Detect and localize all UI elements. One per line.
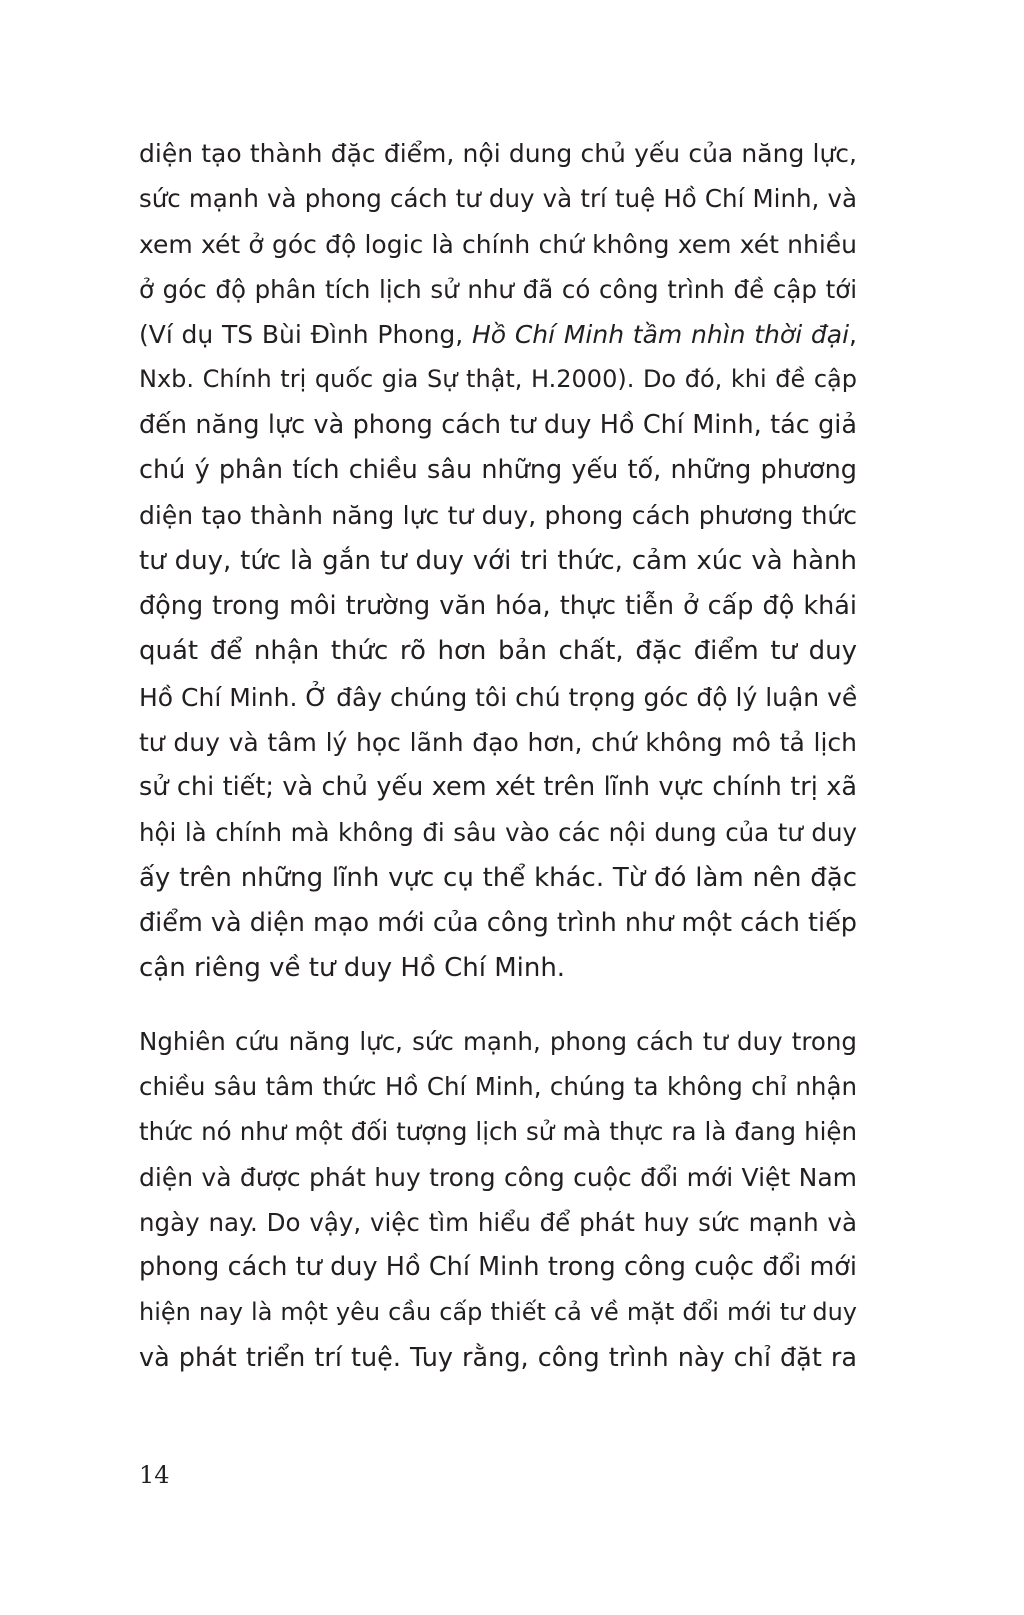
text-line: ấy trên những lĩnh vực cụ thể khác. Từ đó làm nên đặc	[139, 862, 857, 893]
paragraph-1	[139, 131, 857, 992]
text-line: thức nó như một đối tượng lịch sử mà thực ra là đang hiện	[139, 1117, 857, 1147]
body-text	[139, 131, 857, 1381]
text-line: ở góc độ phân tích lịch sử như đã có công trình đề cập tới	[139, 274, 857, 304]
citation-suffix: ,	[849, 320, 857, 350]
text-line: tư duy, tức là gắn tư duy với tri thức, cảm xúc và hành	[139, 545, 857, 576]
text-line: tư duy và tâm lý học lãnh đạo hơn, chứ không mô tả lịch	[139, 727, 857, 757]
text-line: chiều sâu tâm thức Hồ Chí Minh, chúng ta không chỉ nhận	[139, 1071, 857, 1101]
paragraph-spacer	[139, 992, 857, 1019]
text-line: sử chi tiết; và chủ yếu xem xét trên lĩnh vực chính trị xã	[139, 772, 857, 803]
text-line: sức mạnh và phong cách tư duy và trí tuệ Hồ Chí Minh, và	[139, 184, 857, 214]
text-line: hiện nay là một yêu cầu cấp thiết cả về mặt đổi mới tư duy	[139, 1298, 857, 1327]
text-line: động trong môi trường văn hóa, thực tiễn ở cấp độ khái	[139, 590, 857, 621]
text-line: diện tạo thành năng lực tư duy, phong cách phương thức	[139, 501, 857, 531]
text-line-with-citation	[139, 312, 857, 357]
text-line: điểm và diện mạo mới của công trình như một cách tiếp	[139, 908, 857, 939]
text-line: xem xét ở góc độ logic là chính chứ không xem xét nhiều	[139, 229, 857, 259]
text-line: chú ý phân tích chiều sâu những yếu tố, những phương	[139, 455, 857, 486]
text-line: đến năng lực và phong cách tư duy Hồ Chí Minh, tác giả	[139, 409, 857, 440]
page-number: 14	[139, 1461, 170, 1489]
text-line: diện tạo thành đặc điểm, nội dung chủ yếu của năng lực,	[139, 139, 857, 168]
text-line: cận riêng về tư duy Hồ Chí Minh.	[139, 953, 566, 984]
text-line: Nxb. Chính trị quốc gia Sự thật, H.2000). Do đó, khi đề cập	[139, 365, 857, 394]
text-line: Nghiên cứu năng lực, sức mạnh, phong cách tư duy trong	[139, 1026, 857, 1056]
text-line: và phát triển trí tuệ. Tuy rằng, công trình này chỉ đặt ra	[139, 1342, 857, 1373]
cited-book-title: Hồ Chí Minh tầm nhìn thời đại	[472, 320, 850, 350]
paragraph-2	[139, 1019, 857, 1381]
text-line: hội là chính mà không đi sâu vào các nội dung của tư duy	[139, 818, 857, 848]
text-line: phong cách tư duy Hồ Chí Minh trong công cuộc đổi mới	[139, 1252, 857, 1283]
text-line: diện và được phát huy trong công cuộc đổi mới Việt Nam	[139, 1162, 857, 1192]
text-line: Hồ Chí Minh. Ở đây chúng tôi chú trọng góc độ lý luận về	[139, 682, 858, 712]
text-line: quát để nhận thức rõ hơn bản chất, đặc điểm tư duy	[139, 636, 857, 667]
text-line: ngày nay. Do vậy, việc tìm hiểu để phát huy sức mạnh và	[139, 1207, 857, 1237]
citation-prefix: (Ví dụ TS Bùi Đình Phong,	[139, 320, 472, 350]
